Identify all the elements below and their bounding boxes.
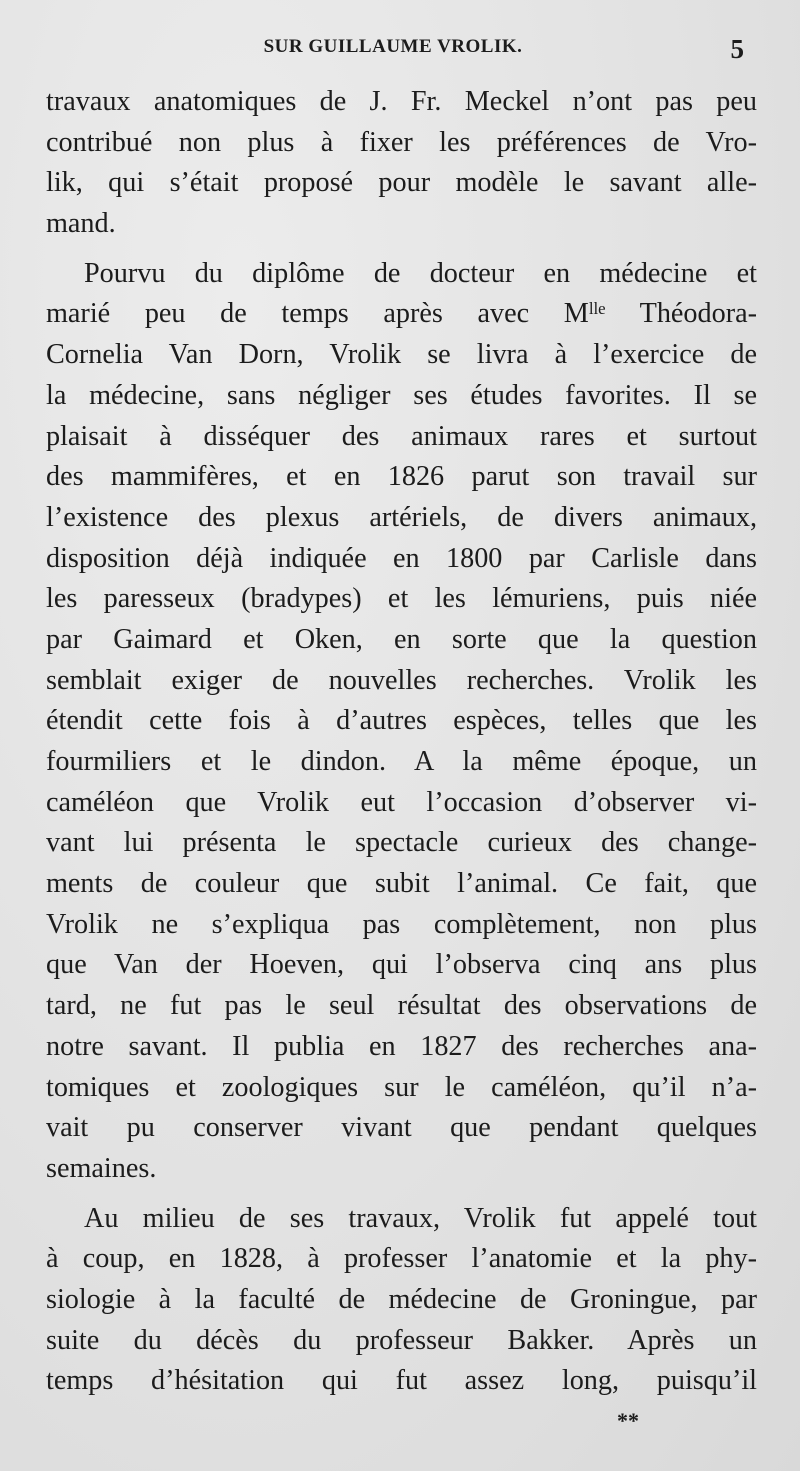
- signature-mark: **: [617, 1408, 639, 1433]
- text-line: semaines.: [46, 1152, 157, 1184]
- text-line: vait pu conserver vivant que pendant quelques: [46, 1112, 757, 1144]
- text-line: Cornelia Van Dorn, Vrolik se livra à l’exercice de: [46, 339, 757, 371]
- text-line: vant lui présenta le spectacle curieux des change-: [46, 827, 757, 859]
- text-line: les paresseux (bradypes) et les lémuriens, puis niée: [46, 583, 757, 615]
- paragraph-2: [46, 254, 757, 1190]
- text-line: l’existence des plexus artériels, de divers animaux,: [46, 501, 757, 533]
- paragraph-3: [46, 1199, 757, 1402]
- text-line: Au milieu de ses travaux, Vrolik fut appelé tout: [84, 1202, 757, 1234]
- text-line: mand.: [46, 208, 116, 240]
- text-line: par Gaimard et Oken, en sorte que la question: [46, 623, 757, 655]
- text-line: travaux anatomiques de J. Fr. Meckel n’ont pas peu: [46, 86, 757, 117]
- text-line: des mammifères, et en 1826 parut son travail sur: [46, 461, 757, 493]
- text-line: disposition déjà indiquée en 1800 par Carlisle dans: [46, 542, 757, 574]
- text-line: ments de couleur que subit l’animal. Ce fait, que: [46, 868, 757, 900]
- body-text: [46, 82, 757, 1402]
- text-line: tomiques et zoologiques sur le caméléon, qu’il n’a-: [46, 1071, 757, 1103]
- text-line: fourmiliers et le dindon. A la même époque, un: [46, 746, 757, 777]
- text-line: semblait exiger de nouvelles recherches. Vrolik les: [46, 664, 757, 696]
- text-line: temps d’hésitation qui fut assez long, puisqu’il: [46, 1365, 757, 1397]
- text-line: notre savant. Il publia en 1827 des recherches ana-: [46, 1030, 757, 1062]
- running-title: SUR GUILLAUME VROLIK.: [263, 36, 523, 57]
- text-line: contribué non plus à fixer les préférences de Vro-: [46, 126, 757, 158]
- text-line: Vrolik ne s’expliqua pas complètement, non plus: [46, 908, 757, 940]
- text-line: caméléon que Vrolik eut l’occasion d’observer vi-: [46, 786, 757, 818]
- text-line: marié peu de temps après avec Mˡˡᵉ Théodora-: [46, 298, 757, 330]
- paragraph-1: [46, 82, 757, 245]
- text-line: suite du décès du professeur Bakker. Après un: [46, 1324, 757, 1356]
- text-line: plaisait à disséquer des animaux rares et surtout: [46, 420, 757, 452]
- text-line: étendit cette fois à d’autres espèces, telles que les: [46, 705, 757, 737]
- text-line: lik, qui s’était proposé pour modèle le savant alle-: [46, 167, 757, 199]
- text-line: la médecine, sans négliger ses études favorites. Il se: [46, 379, 757, 411]
- running-head: [48, 34, 744, 72]
- text-line: Pourvu du diplôme de docteur en médecine et: [84, 257, 757, 289]
- text-line: que Van der Hoeven, qui l’observa cinq ans plus: [46, 949, 757, 981]
- page-number: 5: [730, 34, 744, 64]
- text-line: siologie à la faculté de médecine de Groningue, par: [46, 1283, 757, 1315]
- text-line: tard, ne fut pas le seul résultat des observations de: [46, 990, 757, 1022]
- text-line: à coup, en 1828, à professer l’anatomie et la phy-: [46, 1243, 757, 1275]
